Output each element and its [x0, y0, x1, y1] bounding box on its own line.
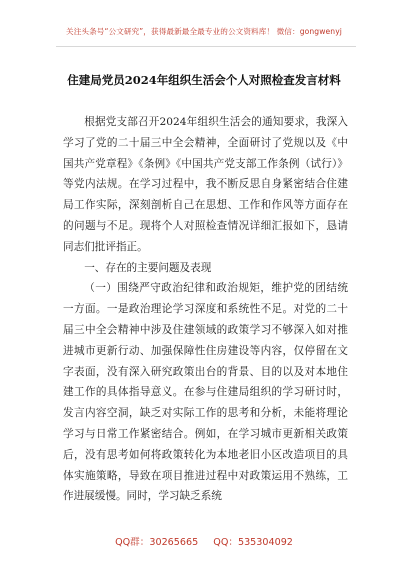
footer-qq-group: QQ群：30265665: [115, 537, 199, 548]
document-title: 住建局党员2024年组织生活会个人对照检查发言材料: [67, 73, 341, 87]
intro-paragraph: 根据党支部召开2024年组织生活会的通知要求，我深入学习了党的二十届三中全会精神，全面研讨了党规以及《中国共产党章程》《条例》《中国共产党支部工作条例（试行）》等党内法规。在学习过程中，我不断反思自身紧密结合住建局工作实际，深刻剖析自己在思想、工作和作风等方面存在的问题与不足。现将个人对照检查情况详细汇报如下，恳请同志们批评指正。: [63, 116, 348, 253]
header-divider: [56, 46, 356, 47]
section-heading: 一、存在的主要问题及表现: [84, 261, 212, 274]
footer-qq-number: QQ：535304092: [213, 537, 293, 548]
section-paragraph: （一）围绕严守政治纪律和政治规矩，维护党的团结统一方面。一是政治理论学习深度和系统性不足。对党的二十届三中全会精神中涉及住建领域的政策学习不够深入如对推进城市更新行动、加强保障性住房建设等内容，仅停留在文字表面，没有深入研究政策出台的背景、目的以及对本地住建工作的具体指导意义。在参与住建局组织的学习研讨时，发言内容空洞，缺乏对实际工作的思考和分析，未能将理论学习与日常工作紧密结合。例如，在学习城市更新相关政策后，没有思考如何将政策转化为本地老旧小区改造项目的具体实施策略，导致在项目推进过程中对政策运用不熟练，工作进展缓慢。同时，学习缺乏系统: [63, 282, 348, 503]
footer-contact: [0, 534, 408, 548]
document-body: [63, 112, 348, 507]
header-banner: 关注头条号“公文研究”，获得最新最全最专业的公文资料库！ 微信：gongwenyj: [66, 27, 342, 36]
